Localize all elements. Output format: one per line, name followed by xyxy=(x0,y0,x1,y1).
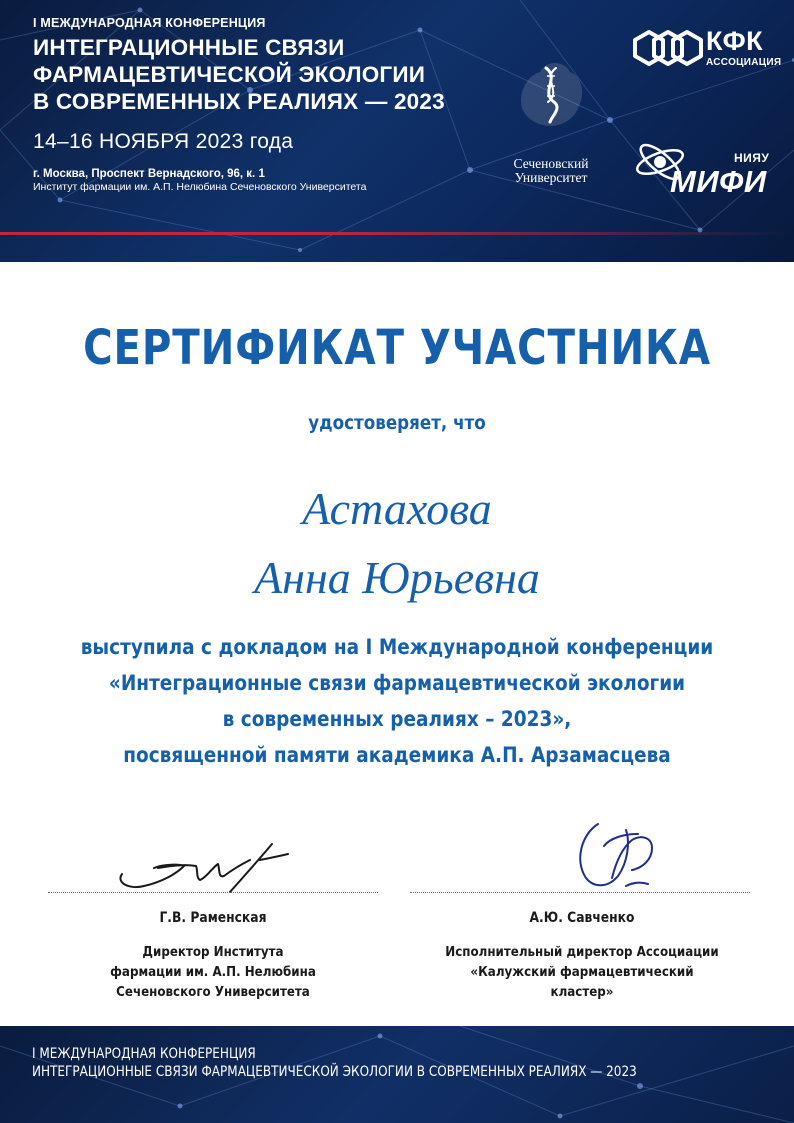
kfk-cubes-icon xyxy=(633,28,703,68)
description-line: в современных реалиях – 2023», xyxy=(222,707,572,732)
conference-info xyxy=(33,16,445,193)
description-line: «Интеграционные связи фармацевтической экологии xyxy=(108,671,686,696)
conference-title xyxy=(33,34,445,115)
signer-position xyxy=(432,942,731,1002)
header-accent-line xyxy=(0,232,794,235)
kfk-subtitle: АССОЦИАЦИЯ xyxy=(706,57,782,68)
signer-left xyxy=(63,910,362,1002)
conference-title-line: ФАРМАЦЕВТИЧЕСКОЙ ЭКОЛОГИИ xyxy=(33,62,426,87)
signer-position-line: «Калужский фармацевтический xyxy=(470,964,694,980)
signer-name: А.Ю. Савченко xyxy=(529,910,635,926)
signer-position-line: Исполнительный директор Ассоциации xyxy=(445,944,719,960)
recipient-given-names: Анна Юрьевна xyxy=(254,552,540,603)
conference-address: г. Москва, Проспект Вернадского, 96, к. 1 xyxy=(33,168,265,180)
conference-dates: 14–16 НОЯБРЯ 2023 года xyxy=(33,130,294,153)
mifi-logo xyxy=(634,138,776,198)
signer-position xyxy=(63,942,362,1002)
signer-position-line: кластер» xyxy=(550,984,614,1000)
footer-line: I МЕЖДУНАРОДНАЯ КОНФЕРЕНЦИЯ xyxy=(32,1046,256,1062)
recipient-name xyxy=(0,474,794,612)
conference-title-line: ИНТЕГРАЦИОННЫЕ СВЯЗИ xyxy=(33,35,345,60)
sechenov-name xyxy=(498,157,604,185)
certifies-text: удостоверяет, что xyxy=(308,412,486,434)
recipient-surname: Астахова xyxy=(302,483,492,534)
sechenov-dna-tree-icon xyxy=(516,56,586,132)
kfk-abbr: КФК xyxy=(706,26,764,56)
mifi-prefix: НИЯУ xyxy=(734,151,770,165)
signature-line xyxy=(410,892,750,893)
certificate-description xyxy=(56,630,739,774)
footer-banner xyxy=(0,1026,794,1123)
conference-institute: Институт фармации им. А.П. Нелюбина Сеченовского Университета xyxy=(33,181,367,193)
signer-position-line: фармации им. А.П. Нелюбина xyxy=(110,964,316,980)
description-line: выступила с докладом на I Международной конференции xyxy=(80,635,714,660)
signer-right xyxy=(432,910,731,1002)
header-banner xyxy=(0,0,794,262)
footer-line: ИНТЕГРАЦИОННЫЕ СВЯЗИ ФАРМАЦЕВТИЧЕСКОЙ ЭКОЛОГИИ В СОВРЕМЕННЫХ РЕАЛИЯХ — 2023 xyxy=(32,1064,637,1080)
sechenov-name-line: Университет xyxy=(514,170,588,185)
conference-number: I МЕЖДУНАРОДНАЯ КОНФЕРЕНЦИЯ xyxy=(33,16,266,30)
footer-text xyxy=(32,1045,637,1081)
signature-line xyxy=(48,892,378,893)
mifi-name: МИФИ xyxy=(670,164,767,199)
signer-position-line: Директор Института xyxy=(142,944,284,960)
sechenov-name-line: Сеченовский xyxy=(513,156,589,171)
certificate-title: СЕРТИФИКАТ УЧАСТНИКА xyxy=(83,320,711,376)
signer-name: Г.В. Раменская xyxy=(159,910,267,926)
kfk-logo xyxy=(633,26,782,70)
sechenov-logo xyxy=(498,56,604,185)
signature-left-icon xyxy=(110,838,290,898)
signer-position-line: Сеченовского Университета xyxy=(116,984,310,1000)
conference-title-line: В СОВРЕМЕННЫХ РЕАЛИЯХ — 2023 xyxy=(33,89,445,114)
description-line: посвященной памяти академика А.П. Арзамасцева xyxy=(123,743,671,768)
signature-right-icon xyxy=(568,816,678,896)
